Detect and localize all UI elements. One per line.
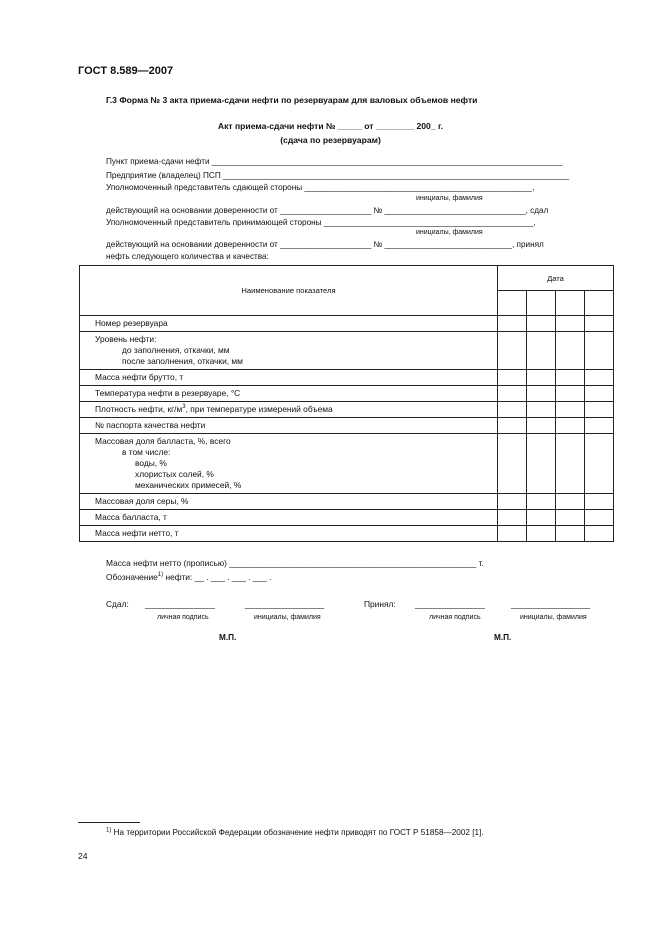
page-number: 24 — [78, 851, 88, 861]
row-label: Масса нефти нетто, т — [80, 526, 498, 542]
table-row — [80, 526, 614, 542]
caption-initials-2: инициалы, фамилия — [416, 229, 483, 236]
date-cell — [556, 291, 585, 316]
row-label — [80, 402, 498, 418]
footnote-text: На территории Российской Федерации обозначение нефти приводят по ГОСТ Р 51858—2002 [1]. — [111, 828, 484, 837]
net-mass-in-words: Масса нефти нетто (прописью) _____________________________________________________ т. — [106, 558, 484, 568]
row-label-line: после заполнения, откачки, мм — [122, 356, 243, 366]
act-subtitle: (сдача по резервуарам) — [280, 135, 381, 145]
table-row — [80, 332, 614, 370]
gave-signature-line: _______________ — [145, 599, 215, 609]
stamp-place-right: М.П. — [494, 633, 512, 642]
row-label-text: , при температуре измерений объема — [185, 404, 333, 414]
column-header-date: Дата — [498, 266, 614, 291]
form-line-quantity-quality: нефть следующего количества и качества: — [106, 252, 269, 261]
table-row — [80, 386, 614, 402]
row-label-line: механических примесей, % — [135, 480, 242, 490]
superscript: 3 — [182, 404, 186, 411]
row-label: Масса нефти брутто, т — [80, 370, 498, 386]
row-label: Массовая доля серы, % — [80, 494, 498, 510]
act-title: Акт приема-сдачи нефти № _____ от ________ 200_ г. — [217, 121, 444, 131]
gave-name-line: _________________ — [245, 599, 325, 609]
column-header-indicator: Наименование показателя — [80, 266, 498, 316]
received-name-line: _________________ — [511, 599, 591, 609]
row-label: Номер резервуара — [80, 316, 498, 332]
row-label-text: Плотность нефти, кг/м — [95, 404, 183, 414]
row-label: Масса балласта, т — [80, 510, 498, 526]
table-row — [80, 494, 614, 510]
form-line-seller-rep: Уполномоченный представитель сдающей стороны __________________________________________________, — [106, 183, 535, 192]
stamp-place-left: М.П. — [219, 633, 237, 642]
received-signature-line: _______________ — [415, 599, 485, 609]
row-label: № паспорта качества нефти — [80, 418, 498, 434]
oil-designation — [106, 572, 271, 582]
date-cell — [498, 291, 527, 316]
table-row — [80, 370, 614, 386]
caption-initials-1: инициалы, фамилия — [416, 195, 483, 202]
row-label-line: до заполнения, откачки, мм — [122, 345, 230, 355]
form-line-buyer-warrant: действующий на основании доверенности от ____________________ № ____________________________, принял — [106, 240, 544, 249]
footnote-mark: 1) — [106, 827, 112, 834]
table-row — [80, 434, 614, 494]
table-row — [80, 316, 614, 332]
document-header: ГОСТ 8.589—2007 — [78, 65, 174, 77]
date-cell — [585, 291, 614, 316]
footnote — [106, 828, 484, 837]
received-label: Принял: — [364, 599, 396, 609]
caption-name-left: инициалы, фамилия — [254, 614, 321, 621]
row-label-line: воды, % — [135, 458, 167, 468]
row-label-line: Массовая доля балласта, %, всего — [95, 436, 231, 446]
form-line-seller-warrant: действующий на основании доверенности от ____________________ № _______________________________, сдал — [106, 206, 549, 215]
designation-label: Обозначение — [106, 572, 158, 582]
caption-signature-right: личная подпись — [429, 614, 481, 621]
caption-name-right: инициалы, фамилия — [520, 614, 587, 621]
section-title: Г.3 Форма № 3 акта приема-сдачи нефти по резервуарам для валовых объемов нефти — [106, 95, 478, 105]
row-label-line: хлористых солей, % — [135, 469, 214, 479]
row-label: Температура нефти в резервуаре, °С — [80, 386, 498, 402]
table-row — [80, 402, 614, 418]
oil-transfer-table — [79, 265, 614, 542]
table-row — [80, 418, 614, 434]
table-row — [80, 510, 614, 526]
row-label-line: Уровень нефти: — [95, 334, 157, 344]
form-line-owner: Предприятие (владелец) ПСП ____________________________________________________________________________ — [106, 171, 570, 180]
footnote-ref: 1) — [157, 572, 164, 579]
row-label-line: в том числе: — [122, 447, 171, 457]
form-line-delivery-point: Пункт приема-сдачи нефти _____________________________________________________________________________ — [106, 157, 563, 166]
designation-value: нефти: __ . ___ . ___ . ___ . — [163, 572, 272, 582]
gave-label: Сдал: — [106, 599, 129, 609]
row-label — [80, 332, 498, 370]
caption-signature-left: личная подпись — [157, 614, 209, 621]
row-label — [80, 434, 498, 494]
footnote-separator — [78, 822, 140, 823]
form-line-buyer-rep: Уполномоченный представитель принимающей стороны ______________________________________________, — [106, 218, 536, 227]
date-cell — [527, 291, 556, 316]
